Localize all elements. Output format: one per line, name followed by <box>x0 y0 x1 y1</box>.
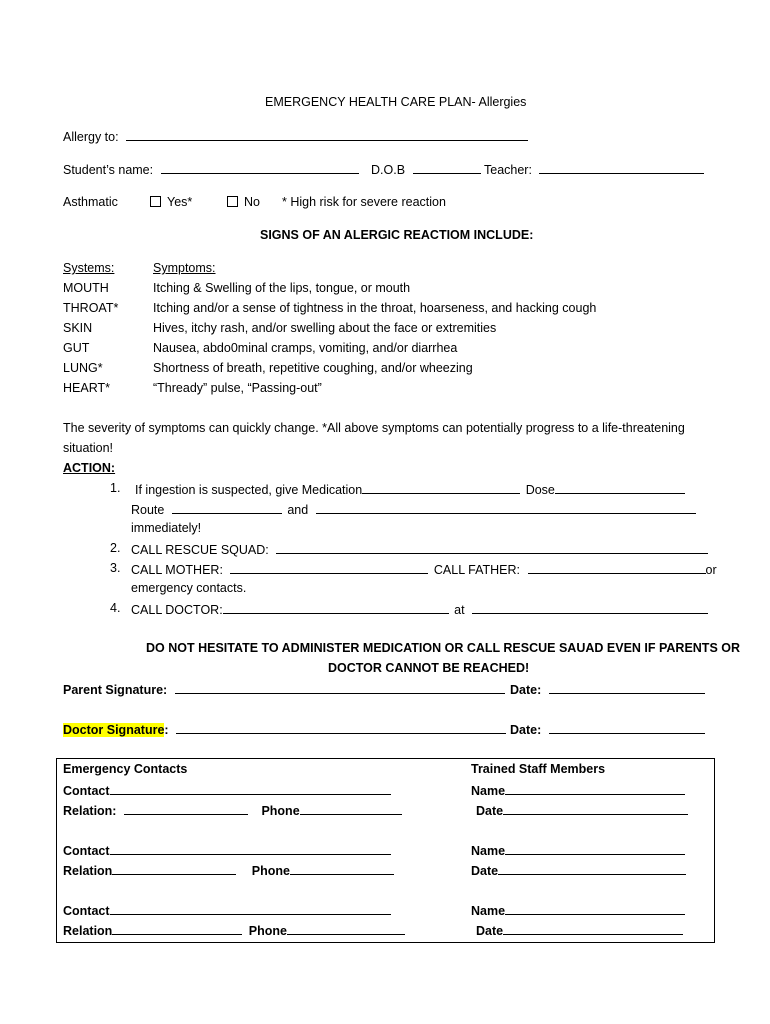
staff-date-label: Date <box>471 864 499 878</box>
system-cell: MOUTH <box>63 281 109 295</box>
severity-text-line2: situation! <box>63 441 114 455</box>
staff-date-field[interactable] <box>503 922 683 935</box>
action-number: 4. <box>110 601 121 615</box>
staff-name-field[interactable] <box>505 842 685 855</box>
teacher-field[interactable] <box>539 161 704 174</box>
teacher-label: Teacher: <box>484 163 532 177</box>
phone-label: Phone <box>251 864 290 878</box>
staff-name-row <box>471 902 685 918</box>
emergency-contacts-heading: Emergency Contacts <box>63 762 188 776</box>
and-field[interactable] <box>316 501 696 514</box>
and-label: and <box>287 503 309 517</box>
medication-field[interactable] <box>362 481 520 494</box>
warning-line1: DO NOT HESITATE TO ADMINISTER MEDICATION OR CALL RESCUE SAUAD EVEN IF PARENTS OR <box>146 641 741 655</box>
relation-row <box>63 862 394 878</box>
dose-label: Dose <box>525 483 555 497</box>
no-checkbox[interactable] <box>227 196 238 207</box>
symptom-cell: Shortness of breath, repetitive coughing, and/or wheezing <box>153 361 473 375</box>
yes-option[interactable] <box>150 195 192 209</box>
action-4-doctor-row <box>131 601 708 617</box>
action-1-route-row <box>131 501 696 517</box>
doctor-signature-label: Doctor Signature <box>63 723 165 737</box>
contact-label: Contact <box>63 904 110 918</box>
staff-name-field[interactable] <box>505 782 685 795</box>
call-father-field[interactable] <box>528 561 706 574</box>
action-2-rescue-row <box>131 541 708 557</box>
staff-date-label: Date <box>476 804 504 818</box>
relation-label: Relation <box>63 864 113 878</box>
contact-field[interactable] <box>110 782 391 795</box>
relation-row <box>63 802 402 818</box>
staff-date-row <box>471 862 686 878</box>
staff-name-row <box>471 842 685 858</box>
relation-field[interactable] <box>112 862 236 875</box>
dob-label: D.O.B <box>371 163 406 177</box>
staff-date-field[interactable] <box>498 862 686 875</box>
parent-signature-row <box>63 681 505 697</box>
staff-name-label: Name <box>471 844 506 858</box>
emergency-contacts-text: emergency contacts. <box>131 581 247 595</box>
call-father-label: CALL FATHER: <box>433 563 521 577</box>
parent-date-label: Date: <box>510 683 542 697</box>
symptom-cell: “Thready” pulse, “Passing-out” <box>153 381 322 395</box>
asthmatic-label: Asthmatic <box>63 195 118 209</box>
or-label: or <box>705 563 717 577</box>
allergy-to-row <box>63 128 528 144</box>
trained-staff-heading: Trained Staff Members <box>471 762 606 776</box>
high-risk-note: * High risk for severe reaction <box>282 195 446 209</box>
relation-field[interactable] <box>112 922 242 935</box>
call-doctor-field[interactable] <box>223 601 449 614</box>
doctor-signature-row <box>63 721 506 737</box>
page-title: EMERGENCY HEALTH CARE PLAN- Allergies <box>265 95 527 109</box>
doctor-signature-colon: : <box>164 723 169 737</box>
phone-field[interactable] <box>287 922 405 935</box>
no-option[interactable] <box>227 195 260 209</box>
contact-row <box>63 902 391 918</box>
staff-name-label: Name <box>471 784 506 798</box>
dose-field[interactable] <box>555 481 685 494</box>
dob-row <box>371 161 481 177</box>
severity-text-line1: The severity of symptoms can quickly change. *All above symptoms can potentially progress to a life-threatening <box>63 421 685 435</box>
call-doctor-label: CALL DOCTOR: <box>131 603 223 617</box>
medication-label: If ingestion is suspected, give Medication <box>135 483 363 497</box>
staff-date-field[interactable] <box>503 802 688 815</box>
phone-field[interactable] <box>290 862 394 875</box>
contact-field[interactable] <box>110 902 391 915</box>
allergy-to-label: Allergy to: <box>63 130 119 144</box>
contact-field[interactable] <box>110 842 391 855</box>
yes-label: Yes* <box>167 195 193 209</box>
signs-heading: SIGNS OF AN ALERGIC REACTIOM INCLUDE: <box>260 228 534 242</box>
symptom-cell: Hives, itchy rash, and/or swelling about the face or extremities <box>153 321 497 335</box>
symptoms-header: Symptoms: <box>153 261 216 275</box>
staff-name-label: Name <box>471 904 506 918</box>
call-mother-field[interactable] <box>230 561 428 574</box>
rescue-squad-field[interactable] <box>276 541 708 554</box>
at-label: at <box>454 603 465 617</box>
parent-date-row <box>510 681 705 697</box>
staff-date-row <box>476 802 688 818</box>
symptom-cell: Itching and/or a sense of tightness in the throat, hoarseness, and hacking cough <box>153 301 597 315</box>
contact-label: Contact <box>63 844 110 858</box>
allergy-to-field[interactable] <box>126 128 528 141</box>
system-cell: LUNG* <box>63 361 103 375</box>
doctor-date-row <box>510 721 705 737</box>
contact-label: Contact <box>63 784 110 798</box>
action-heading: ACTION: <box>63 461 116 475</box>
contact-row <box>63 782 391 798</box>
relation-field[interactable] <box>124 802 248 815</box>
at-field[interactable] <box>472 601 708 614</box>
staff-name-row <box>471 782 685 798</box>
contact-row <box>63 842 391 858</box>
action-number: 1. <box>110 481 121 495</box>
immediately-text: immediately! <box>131 521 202 535</box>
phone-label: Phone <box>261 804 300 818</box>
doctor-signature-field[interactable] <box>176 721 506 734</box>
system-cell: THROAT* <box>63 301 119 315</box>
parent-signature-field[interactable] <box>175 681 505 694</box>
symptom-cell: Itching & Swelling of the lips, tongue, or mouth <box>153 281 411 295</box>
warning-line2: DOCTOR CANNOT BE REACHED! <box>328 661 530 675</box>
action-1-medication-row <box>135 481 685 497</box>
no-label: No <box>244 195 260 209</box>
action-number: 3. <box>110 561 121 575</box>
relation-label: Relation <box>63 924 113 938</box>
parent-date-field[interactable] <box>549 681 705 694</box>
phone-label: Phone <box>248 924 287 938</box>
rescue-squad-label: CALL RESCUE SQUAD: <box>131 543 269 557</box>
parent-signature-label: Parent Signature: <box>63 683 168 697</box>
staff-date-label: Date <box>476 924 504 938</box>
system-cell: SKIN <box>63 321 93 335</box>
doctor-date-label: Date: <box>510 723 542 737</box>
relation-row <box>63 922 405 938</box>
staff-date-row <box>476 922 683 938</box>
staff-name-field[interactable] <box>505 902 685 915</box>
route-field[interactable] <box>172 501 282 514</box>
action-3-parents-row <box>131 561 717 577</box>
teacher-row <box>484 161 704 177</box>
relation-label: Relation: <box>63 804 117 818</box>
system-cell: GUT <box>63 341 90 355</box>
route-label: Route <box>131 503 165 517</box>
student-name-label: Student’s name: <box>63 163 154 177</box>
doctor-date-field[interactable] <box>549 721 705 734</box>
student-name-field[interactable] <box>161 161 359 174</box>
call-mother-label: CALL MOTHER: <box>131 563 223 577</box>
dob-field[interactable] <box>413 161 481 174</box>
student-name-row <box>63 161 359 177</box>
systems-header: Systems: <box>63 261 115 275</box>
system-cell: HEART* <box>63 381 111 395</box>
phone-field[interactable] <box>300 802 402 815</box>
action-number: 2. <box>110 541 121 555</box>
yes-checkbox[interactable] <box>150 196 161 207</box>
symptom-cell: Nausea, abdo0minal cramps, vomiting, and/or diarrhea <box>153 341 458 355</box>
